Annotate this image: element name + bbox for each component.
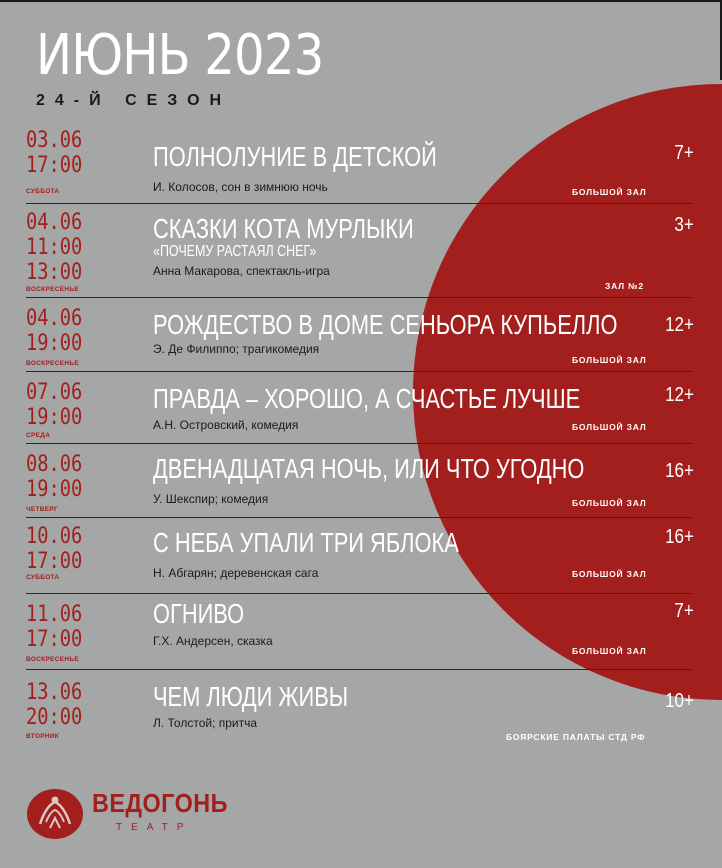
event-datetime	[26, 602, 82, 652]
season-label: 24-Й СЕЗОН	[36, 92, 232, 109]
event-row[interactable]	[26, 298, 692, 372]
event-weekday: СРЕДА	[26, 432, 51, 439]
age-rating: 7+	[674, 600, 694, 622]
event-title[interactable]: С НЕБА УПАЛИ ТРИ ЯБЛОКА	[153, 527, 459, 558]
event-time: 17:00	[26, 153, 83, 178]
event-time: 19:00	[26, 405, 83, 430]
event-hall: БОЛЬШОЙ ЗАЛ	[572, 646, 647, 656]
event-title[interactable]: ПРАВДА – ХОРОШО, А СЧАСТЬЕ ЛУЧШЕ	[153, 383, 581, 414]
event-weekday: ВОСКРЕСЕНЬЕ	[26, 656, 79, 663]
event-time: 19:00	[26, 331, 83, 356]
event-row[interactable]	[26, 372, 692, 444]
event-author: Н. Абгарян; деревенская сага	[153, 566, 319, 580]
event-weekday: СУББОТА	[26, 188, 60, 195]
event-date: 07.06	[26, 380, 83, 405]
event-datetime	[26, 128, 82, 178]
event-author: Г.Х. Андерсен, сказка	[153, 634, 273, 648]
event-title[interactable]: ДВЕНАДЦАТАЯ НОЧЬ, ИЛИ ЧТО УГОДНО	[153, 453, 585, 484]
event-row[interactable]	[26, 594, 692, 670]
event-title[interactable]: ПОЛНОЛУНИЕ В ДЕТСКОЙ	[153, 141, 437, 172]
event-hall: ЗАЛ №2	[605, 281, 644, 291]
event-author: У. Шекспир; комедия	[153, 492, 269, 506]
theatre-name: ВЕДОГОНЬ	[92, 788, 228, 818]
event-date: 10.06	[26, 524, 83, 549]
event-row[interactable]	[26, 204, 692, 298]
event-time: 17:00	[26, 549, 83, 574]
event-title[interactable]: ОГНИВО	[153, 598, 245, 629]
theatre-emblem-icon	[26, 788, 84, 840]
event-date: 04.06	[26, 306, 83, 331]
event-title[interactable]: ЧЕМ ЛЮДИ ЖИВЫ	[153, 681, 349, 712]
event-datetime	[26, 680, 82, 730]
event-date: 04.06	[26, 210, 83, 235]
event-datetime	[26, 380, 82, 430]
top-border	[0, 0, 721, 2]
event-weekday: ЧЕТВЕРГ	[26, 506, 59, 513]
theatre-subtitle: ТЕАТР	[116, 822, 193, 833]
event-author: Л. Толстой; притча	[153, 716, 258, 730]
event-hall: БОЛЬШОЙ ЗАЛ	[572, 569, 647, 579]
theatre-logo[interactable]	[26, 788, 226, 844]
event-datetime	[26, 210, 82, 285]
age-rating: 12+	[665, 384, 694, 406]
age-rating: 10+	[665, 690, 694, 712]
event-row[interactable]	[26, 670, 692, 750]
event-date: 03.06	[26, 128, 83, 153]
event-row[interactable]	[26, 444, 692, 518]
event-subtitle: «ПОЧЕМУ РАСТАЯЛ СНЕГ»	[153, 243, 317, 260]
event-author: Анна Макарова, спектакль-игра	[153, 264, 330, 278]
event-author: Э. Де Филиппо; трагикомедия	[153, 342, 320, 356]
event-time: 20:00	[26, 705, 83, 730]
event-hall: БОЛЬШОЙ ЗАЛ	[572, 355, 647, 365]
event-weekday: СУББОТА	[26, 574, 60, 581]
event-title[interactable]: СКАЗКИ КОТА МУРЛЫКИ	[153, 213, 414, 244]
age-rating: 12+	[665, 314, 694, 336]
event-hall: БОЯРСКИЕ ПАЛАТЫ СТД РФ	[506, 732, 646, 742]
event-title[interactable]: РОЖДЕСТВО В ДОМЕ СЕНЬОРА КУПЬЕЛЛО	[153, 309, 618, 340]
page-title: ИЮНЬ 2023	[36, 23, 324, 88]
event-author: И. Колосов, сон в зимнюю ночь	[153, 180, 328, 194]
event-time: 17:00	[26, 627, 83, 652]
event-time: 11:00	[26, 235, 83, 260]
age-rating: 16+	[665, 460, 694, 482]
event-weekday: ВТОРНИК	[26, 733, 60, 740]
event-weekday: ВОСКРЕСЕНЬЕ	[26, 286, 79, 293]
event-date: 13.06	[26, 680, 83, 705]
event-weekday: ВОСКРЕСЕНЬЕ	[26, 360, 79, 367]
event-hall: БОЛЬШОЙ ЗАЛ	[572, 498, 647, 508]
event-datetime	[26, 306, 82, 356]
event-row[interactable]	[26, 518, 692, 594]
event-author: А.Н. Островский, комедия	[153, 418, 299, 432]
event-hall: БОЛЬШОЙ ЗАЛ	[572, 422, 647, 432]
event-time: 19:00	[26, 477, 83, 502]
event-datetime	[26, 524, 82, 574]
event-datetime	[26, 452, 82, 502]
age-rating: 16+	[665, 526, 694, 548]
event-row[interactable]	[26, 128, 692, 204]
event-hall: БОЛЬШОЙ ЗАЛ	[572, 187, 647, 197]
event-date: 11.06	[26, 602, 83, 627]
age-rating: 3+	[674, 214, 694, 236]
age-rating: 7+	[674, 142, 694, 164]
event-time: 13:00	[26, 260, 83, 285]
event-date: 08.06	[26, 452, 83, 477]
